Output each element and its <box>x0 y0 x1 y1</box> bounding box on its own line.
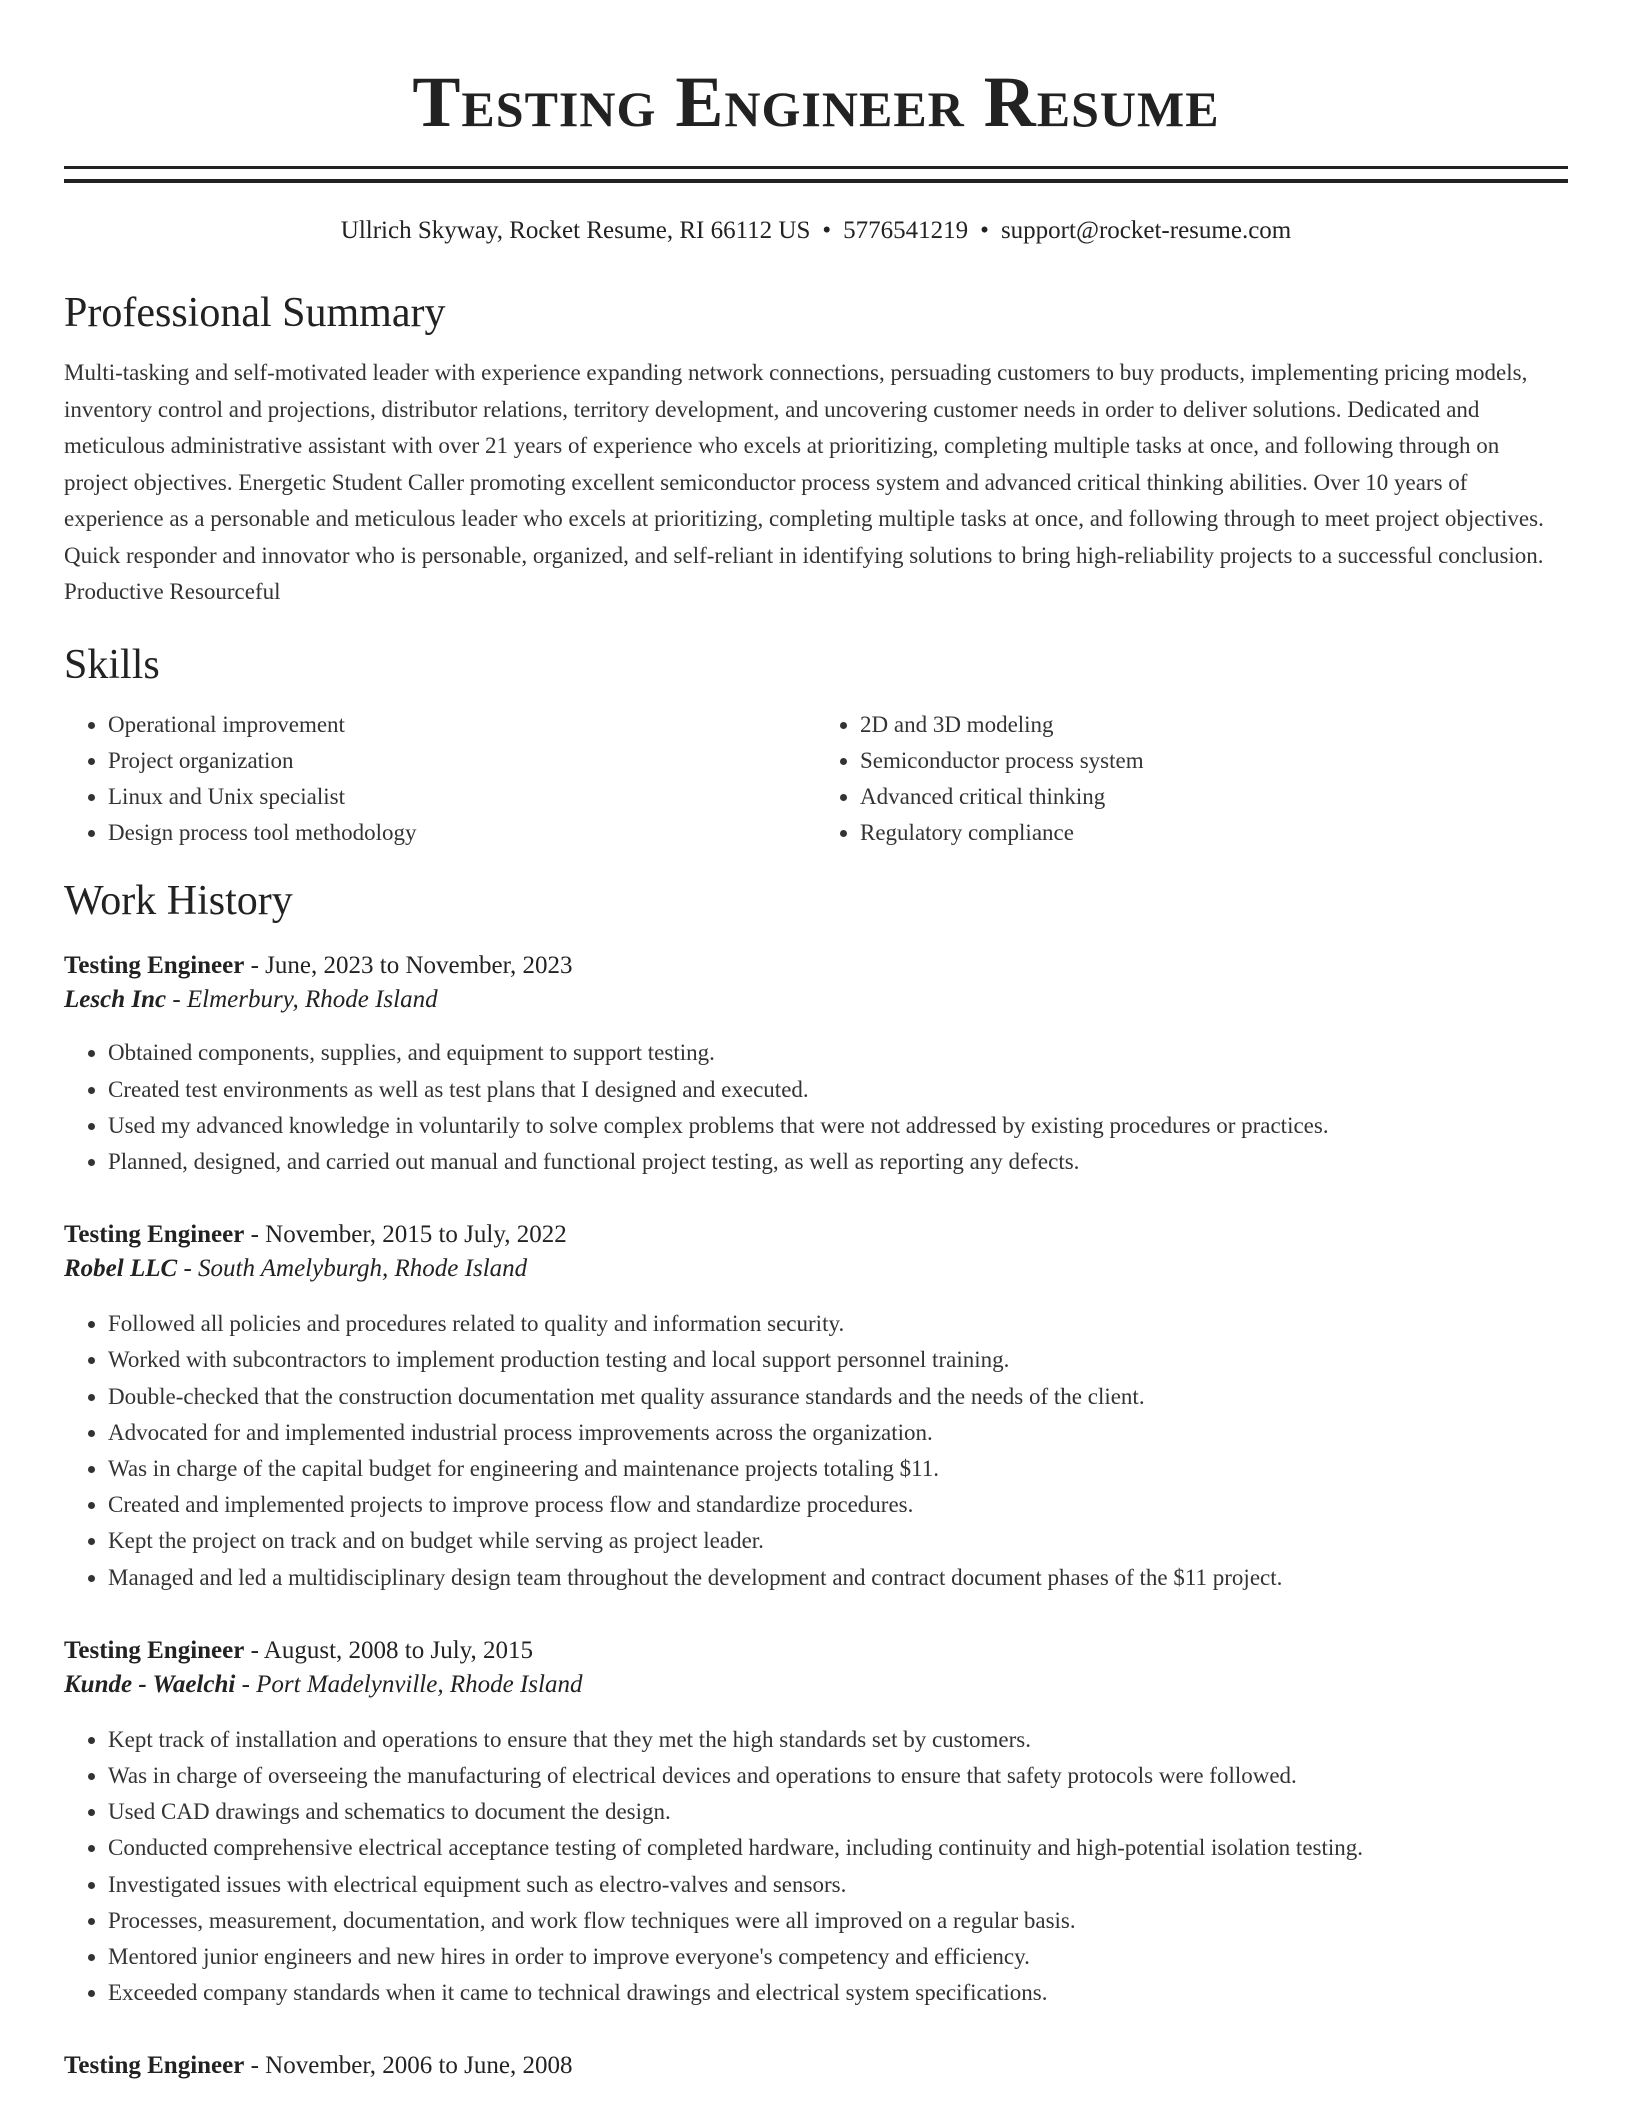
contact-address: Ullrich Skyway, Rocket Resume, RI 66112 US <box>340 217 811 244</box>
job-duties <box>64 1035 1568 1180</box>
job-entry <box>64 949 1568 1180</box>
job-dates: - November, 2006 to June, 2008 <box>244 2052 573 2080</box>
job-title-line <box>64 2049 1568 2083</box>
company-location: - South Amelyburgh, Rhode Island <box>177 1255 528 1283</box>
job-duties <box>64 1722 1568 2012</box>
skills-column-left <box>64 707 816 852</box>
contact-phone: 5776541219 <box>843 217 969 244</box>
company-line <box>64 1252 1568 1286</box>
summary-heading: Professional Summary <box>64 290 446 336</box>
skill-item: • 2D and 3D modeling <box>860 707 1568 743</box>
job-title: Testing Engineer <box>64 1636 245 1664</box>
duty-item: • Worked with subcontractors to implement production testing and local support personnel training. <box>108 1342 1568 1378</box>
job-dates: - June, 2023 to November, 2023 <box>244 952 573 980</box>
resume-title: Testing Engineer Resume <box>412 62 1220 142</box>
company-line <box>64 1668 1568 1702</box>
company-name: Lesch Inc <box>64 986 167 1014</box>
duty-item: • Was in charge of overseeing the manufacturing of electrical devices and operations to ensure that safety protocols were followed. <box>108 1758 1568 1794</box>
skills-column-right <box>816 707 1568 852</box>
duty-item: • Exceeded company standards when it came to technical drawings and electrical system specifications. <box>108 1975 1568 2011</box>
job-title-line <box>64 1634 1568 1668</box>
company-name: Kunde - Waelchi <box>64 1670 236 1698</box>
job-title: Testing Engineer <box>64 2052 245 2080</box>
skill-item: • Linux and Unix specialist <box>108 779 816 815</box>
duty-item: • Created test environments as well as test plans that I designed and executed. <box>108 1072 1568 1108</box>
job-title: Testing Engineer <box>64 1221 245 1249</box>
job-title: Testing Engineer <box>64 952 245 980</box>
summary-text: Multi-tasking and self-motivated leader with experience expanding network connections, persuading customers to buy products, implementing pricing models, inventory control and projections, distributor relations, territory development, and uncovering customer needs in order to deliver solutions. Dedicated and meticulous administrative assistant with over 21 years of experience who excels at prioritizing, completing multiple tasks at once, and following through on project objectives. Energetic Student Caller promoting excellent semiconductor process system and advanced critical thinking abilities. Over 10 years of experience as a personable and meticulous leader who excels at prioritizing, completing multiple tasks at once, and following through to meet project objectives. Quick responder and innovator who is personable, organized, and self-reliant in identifying solutions to bring high-reliability projects to a successful conclusion. Productive Resourceful <box>64 360 1544 604</box>
contact-email: support@rocket-resume.com <box>1000 217 1292 244</box>
job-duties <box>64 1306 1568 1596</box>
job-entry <box>64 1634 1568 2012</box>
contact-separator: • <box>822 217 832 244</box>
job-entry <box>64 1218 1568 1596</box>
skill-item: • Project organization <box>108 743 816 779</box>
skill-item: • Regulatory compliance <box>860 815 1568 851</box>
job-entry <box>64 2049 1568 2083</box>
skill-item: • Semiconductor process system <box>860 743 1568 779</box>
duty-item: • Obtained components, supplies, and equipment to support testing. <box>108 1035 1568 1071</box>
duty-item: • Advocated for and implemented industrial process improvements across the organization. <box>108 1415 1568 1451</box>
duty-item: • Was in charge of the capital budget for engineering and maintenance projects totaling $11. <box>108 1451 1568 1487</box>
skills-heading: Skills <box>64 641 160 688</box>
duty-item: • Processes, measurement, documentation, and work flow techniques were all improved on a regular basis. <box>108 1903 1568 1939</box>
job-title-line <box>64 949 1568 983</box>
duty-item: • Investigated issues with electrical equipment such as electro-valves and sensors. <box>108 1867 1568 1903</box>
job-dates: - November, 2015 to July, 2022 <box>244 1221 567 1249</box>
skill-item: • Operational improvement <box>108 707 816 743</box>
duty-item: • Followed all policies and procedures related to quality and information security. <box>108 1306 1568 1342</box>
contact-separator: • <box>980 217 989 244</box>
duty-item: • Planned, designed, and carried out manual and functional project testing, as well as reporting any defects. <box>108 1144 1568 1180</box>
duty-item: • Conducted comprehensive electrical acceptance testing of completed hardware, including continuity and high-potential isolation testing. <box>108 1830 1568 1866</box>
duty-item: • Used CAD drawings and schematics to document the design. <box>108 1794 1568 1830</box>
contact-line <box>64 215 1568 247</box>
duty-item: • Mentored junior engineers and new hires in order to improve everyone's competency and efficiency. <box>108 1939 1568 1975</box>
company-line <box>64 983 1568 1017</box>
company-name: Robel LLC <box>64 1255 178 1283</box>
job-title-line <box>64 1218 1568 1252</box>
duty-item: • Kept the project on track and on budget while serving as project leader. <box>108 1523 1568 1559</box>
skill-item: • Advanced critical thinking <box>860 779 1568 815</box>
duty-item: • Kept track of installation and operations to ensure that they met the high standards set by customers. <box>108 1722 1568 1758</box>
duty-item: • Double-checked that the construction documentation met quality assurance standards and the needs of the client. <box>108 1379 1568 1415</box>
company-location: - Port Madelynville, Rhode Island <box>235 1670 583 1698</box>
job-dates: - August, 2008 to July, 2015 <box>244 1636 534 1664</box>
company-location: - Elmerbury, Rhode Island <box>166 986 438 1014</box>
title-divider <box>64 166 1568 183</box>
work-history-heading: Work History <box>64 878 293 925</box>
skills-list <box>64 707 1568 852</box>
duty-item: • Used my advanced knowledge in voluntarily to solve complex problems that were not addressed by existing procedures or practices. <box>108 1108 1568 1144</box>
duty-item: • Managed and led a multidisciplinary design team throughout the development and contract document phases of the $11 project. <box>108 1560 1568 1596</box>
skill-item: • Design process tool methodology <box>108 815 816 851</box>
duty-item: • Created and implemented projects to improve process flow and standardize procedures. <box>108 1487 1568 1523</box>
